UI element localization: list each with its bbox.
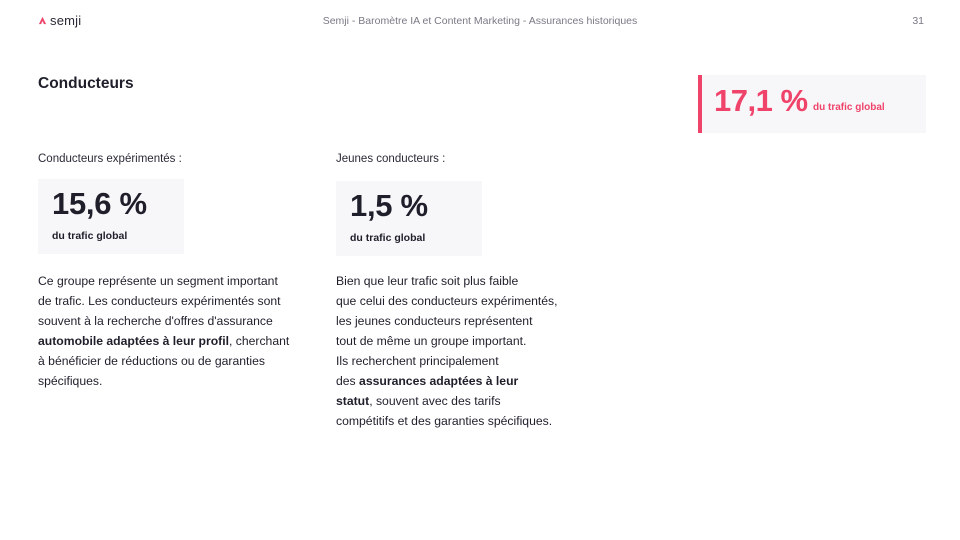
kpi-accent-bar (698, 75, 702, 133)
young-text-line (336, 371, 636, 391)
page-number: 31 (912, 15, 924, 27)
header-title: Semji - Baromètre IA et Content Marketing - Assurances historiques (322, 15, 638, 27)
young-value-label: du trafic global (350, 232, 426, 244)
experienced-text-line: de trafic. Les conducteurs expérimentés sont (38, 294, 281, 308)
young-text-segment: , souvent avec des tarifs (369, 394, 501, 408)
young-text-segment: des (336, 374, 360, 388)
young-text-line: compétitifs et des garanties spécifiques. (336, 414, 553, 428)
young-text-line: tout de même un groupe important. (336, 334, 527, 348)
experienced-stat-box (38, 179, 184, 254)
young-text-line: que celui des conducteurs expérimentés, (336, 294, 558, 308)
young-stat-box (336, 181, 482, 256)
experienced-text-line (38, 331, 338, 351)
experienced-description (38, 271, 338, 391)
young-text-line: Bien que leur trafic soit plus faible (336, 274, 519, 288)
young-text-line: Ils recherchent principalement (336, 354, 499, 368)
young-text-line (336, 391, 636, 411)
kpi-value: 17,1 % (714, 83, 808, 118)
young-value: 1,5 % (350, 188, 428, 223)
young-text-emphasis: statut (336, 394, 370, 408)
page-title: Conducteurs (38, 75, 134, 92)
brand-name: semji (50, 13, 82, 28)
total-traffic-kpi (698, 75, 926, 133)
young-text-emphasis: assurances adaptées à leur (359, 374, 519, 388)
experienced-text-line: souvent à la recherche d'offres d'assurance (38, 314, 273, 328)
experienced-label: Conducteurs expérimentés : (38, 153, 182, 165)
experienced-text-line: à bénéficier de réductions ou de garanties (38, 354, 265, 368)
experienced-value-label: du trafic global (52, 230, 128, 242)
experienced-text-line: Ce groupe représente un segment important (38, 274, 278, 288)
kpi-label: du trafic global (813, 102, 885, 113)
experienced-text-line: spécifiques. (38, 374, 103, 388)
young-text-line: les jeunes conducteurs représentent (336, 314, 533, 328)
experienced-value: 15,6 % (52, 186, 147, 221)
young-label: Jeunes conducteurs : (336, 153, 446, 165)
experienced-text-segment: , cherchant (228, 334, 290, 348)
experienced-text-emphasis: automobile adaptées à leur profil (38, 334, 229, 348)
young-description (336, 271, 636, 431)
